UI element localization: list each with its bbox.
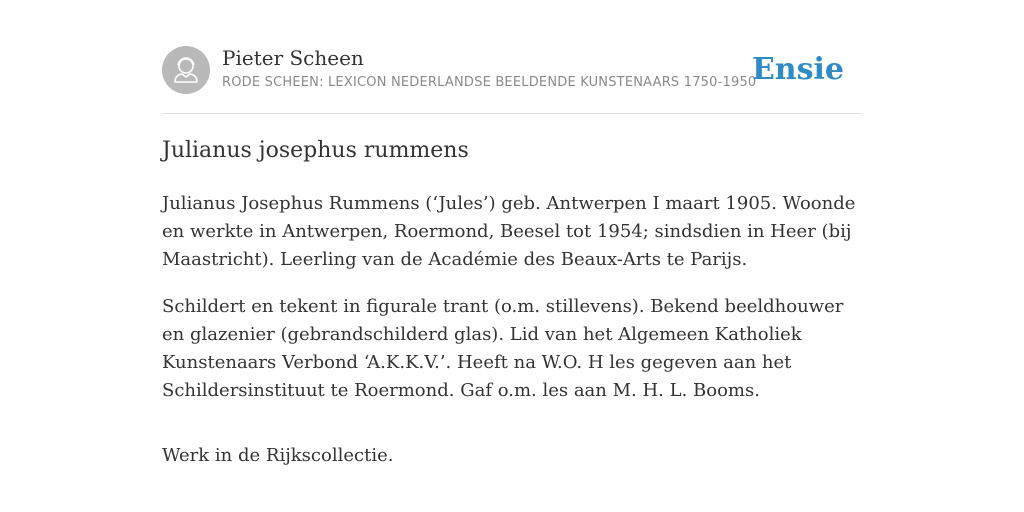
entry-card [162,0,862,512]
header-divider [162,113,862,114]
author-avatar[interactable] [162,46,210,94]
entry-title: Julianus josephus rummens [162,138,469,163]
entry-body [162,190,862,489]
ensie-logo[interactable]: Ensie [751,52,844,87]
user-silhouette-icon [162,46,210,94]
author-name[interactable]: Pieter Scheen [222,46,364,70]
source-title[interactable]: RODE SCHEEN: LEXICON NEDERLANDSE BEELDENDE KUNSTENAARS 1750-1950 [222,75,757,90]
paragraph-collection: Werk in de Rijkscollectie. [162,445,394,466]
paragraph-work: Schildert en tekent in figurale trant (o.m. stillevens). Bekend beeldhouwer en glazenier (gebrandschilderd glas). Lid van het Algemeen Katholiek Kunstenaars Verbond ‘A.K.K.V.’. Heeft na W.O. H les gegeven aan het Schildersinstituut te Roermond. Gaf o.m. les aan M. H. L. Booms. [162,296,844,401]
paragraph-biography: Julianus Josephus Rummens (‘Jules’) geb. Antwerpen I maart 1905. Woonde en werkte in Antwerpen, Roermond, Beesel tot 1954; sindsdien in Heer (bij Maastricht). Leerling van de Académie des Beaux-Arts te Parijs. [162,193,856,270]
entry-header [162,46,862,96]
